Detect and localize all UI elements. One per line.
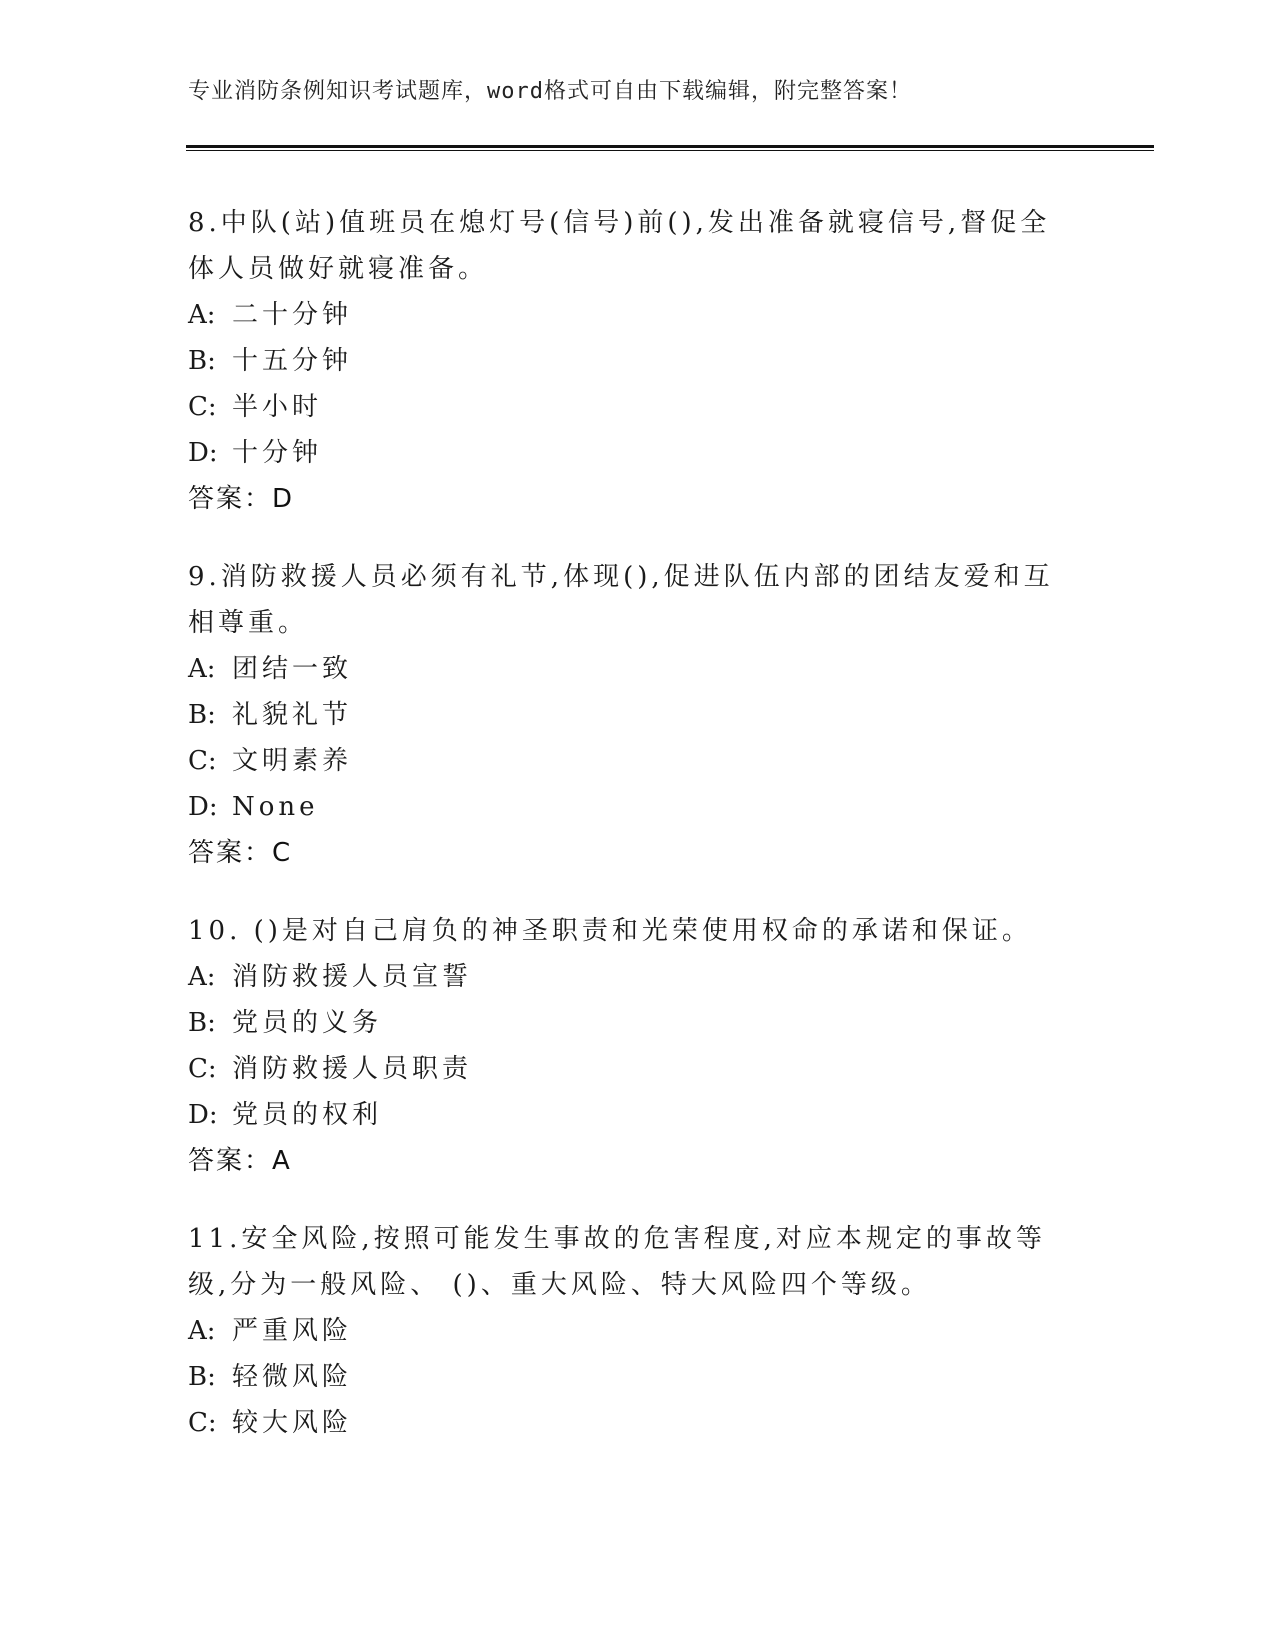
page-header: 专业消防条例知识考试题库，word格式可自由下载编辑，附完整答案！ <box>188 79 912 104</box>
option-a <box>188 954 1068 1000</box>
option-text: 半小时 <box>232 392 323 422</box>
question-stem: 10. ()是对自己肩负的神圣职责和光荣使用权命的承诺和保证。 <box>188 916 1032 946</box>
option-letter: A: <box>188 962 216 992</box>
question-stem: 8.中队(站)值班员在熄灯号(信号)前(),发出准备就寝信号,督促全体人员做好就寝准备。 <box>188 208 1051 284</box>
option-letter: D: <box>188 438 218 468</box>
option-text: 严重风险 <box>232 1316 353 1346</box>
option-text: 礼貌礼节 <box>232 700 353 730</box>
option-letter: C: <box>188 1054 217 1084</box>
header-divider <box>186 145 1154 151</box>
option-letter: A: <box>188 654 216 684</box>
question-10 <box>188 908 1068 1184</box>
answer-label: 答案：C <box>188 838 293 868</box>
option-text: 较大风险 <box>232 1408 353 1438</box>
option-d <box>188 1092 1068 1138</box>
option-letter: C: <box>188 392 217 422</box>
option-text: 十分钟 <box>232 438 323 468</box>
option-a <box>188 292 1068 338</box>
option-letter: B: <box>188 1008 216 1038</box>
option-letter: D: <box>188 792 218 822</box>
option-letter: A: <box>188 1316 216 1346</box>
option-text: 党员的义务 <box>232 1008 383 1038</box>
option-letter: C: <box>188 746 217 776</box>
option-letter: B: <box>188 700 216 730</box>
option-a <box>188 1308 1068 1354</box>
option-c <box>188 1400 1068 1446</box>
option-c <box>188 738 1068 784</box>
option-text: 文明素养 <box>232 746 353 776</box>
option-b <box>188 1000 1068 1046</box>
option-letter: B: <box>188 1362 216 1392</box>
question-list <box>188 200 1068 1478</box>
option-d <box>188 430 1068 476</box>
option-text: 党员的权利 <box>232 1100 383 1130</box>
option-letter: A: <box>188 300 216 330</box>
question-stem: 11.安全风险,按照可能发生事故的危害程度,对应本规定的事故等级,分为一般风险、 ()、重大风险、特大风险四个等级。 <box>188 1224 1046 1300</box>
option-c <box>188 384 1068 430</box>
option-d <box>188 784 1068 830</box>
option-letter: D: <box>188 1100 218 1130</box>
option-text: 二十分钟 <box>232 300 353 330</box>
option-letter: B: <box>188 346 216 376</box>
answer-label: 答案：A <box>188 1146 292 1176</box>
option-text: 轻微风险 <box>232 1362 353 1392</box>
option-b <box>188 1354 1068 1400</box>
question-stem: 9.消防救援人员必须有礼节,体现(),促进队伍内部的团结友爱和互相尊重。 <box>188 562 1054 638</box>
option-b <box>188 338 1068 384</box>
option-text: 消防救援人员宣誓 <box>232 962 473 992</box>
option-a <box>188 646 1068 692</box>
question-9 <box>188 554 1068 876</box>
option-text: 消防救援人员职责 <box>232 1054 473 1084</box>
question-11 <box>188 1216 1068 1446</box>
option-letter: C: <box>188 1408 217 1438</box>
answer-label: 答案：D <box>188 484 295 514</box>
option-c <box>188 1046 1068 1092</box>
option-b <box>188 692 1068 738</box>
question-8 <box>188 200 1068 522</box>
option-text: 十五分钟 <box>232 346 353 376</box>
option-text: 团结一致 <box>232 654 353 684</box>
option-text: None <box>232 792 319 822</box>
